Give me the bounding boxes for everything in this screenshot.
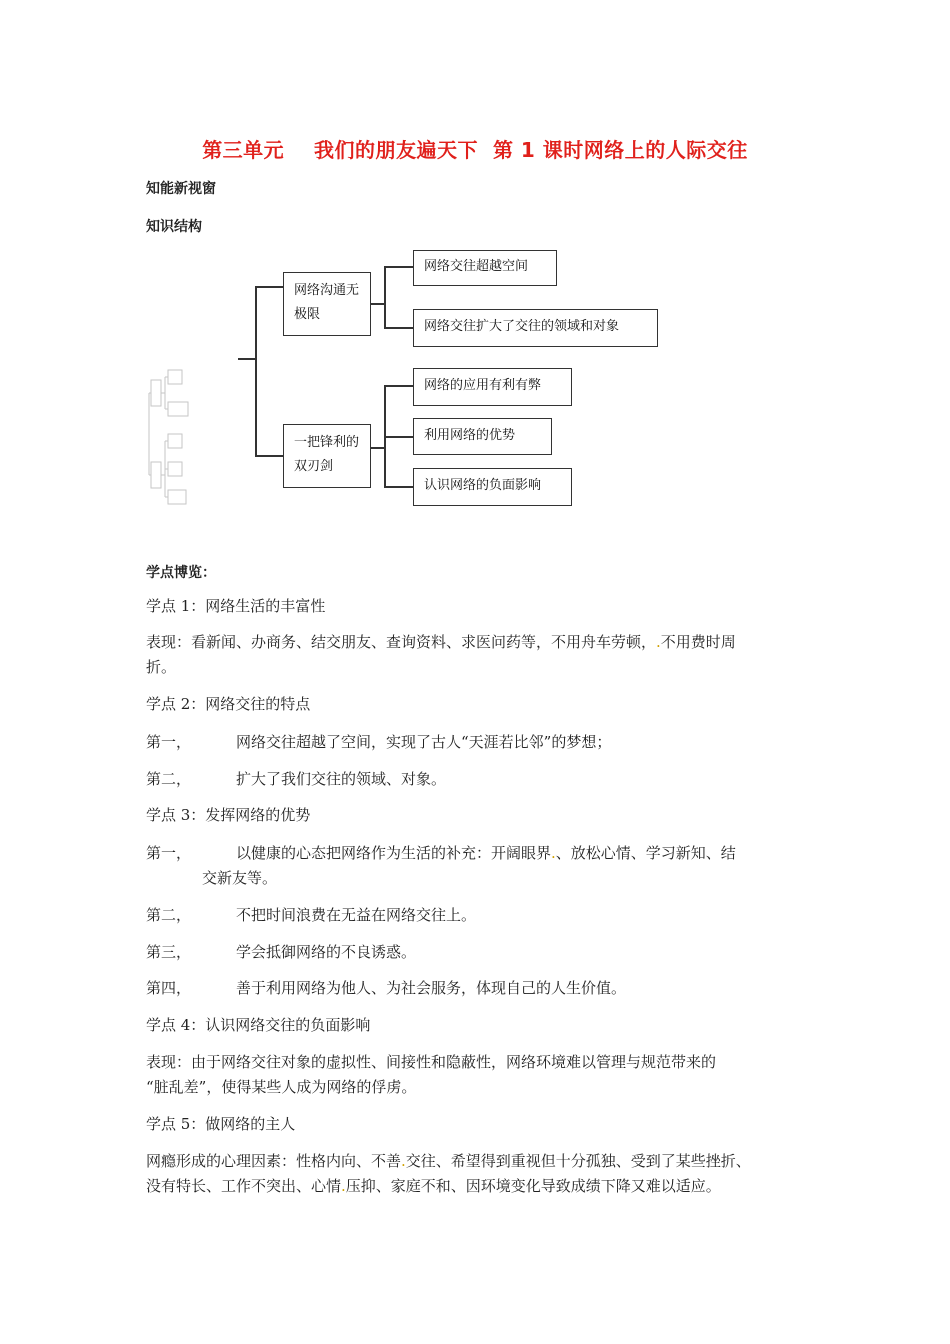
point-2-item-2: 第二， 扩大了我们交往的领域、对象。 <box>146 770 447 788</box>
node-negative-effects: 认识网络的负面影响 <box>413 468 572 506</box>
section-heading-points: 学点博览： <box>146 565 216 581</box>
point-3-item-1: 第一， 以健康的心态把网络作为生活的补充：开阔眼界.、放松心情、学习新知、结 <box>146 844 736 862</box>
point-1-body-cont: 折。 <box>146 658 177 676</box>
point-5-title: 学点 5：做网络的主人 <box>146 1115 296 1133</box>
point-5-body: 网瘾形成的心理因素：性格内向、不善.交往、希望得到重视但十分孤独、受到了某些挫折、 <box>146 1152 751 1170</box>
section-heading-new-window: 知能新视窗 <box>146 181 216 197</box>
point-4-body-cont: “脏乱差”，使得某些人成为网络的俘虏。 <box>146 1078 417 1096</box>
branch-double-edged-sword: 一把锋利的双刃剑 <box>283 424 371 488</box>
point-2-item-1: 第一， 网络交往超越了空间，实现了古人“天涯若比邻”的梦想； <box>146 733 612 751</box>
point-3-item-3: 第三， 学会抵御网络的不良诱惑。 <box>146 943 417 961</box>
point-3-item-4: 第四， 善于利用网络为他人、为社会服务，体现自己的人生价值。 <box>146 979 627 997</box>
point-4-title: 学点 4：认识网络交往的负面影响 <box>146 1016 371 1034</box>
point-1-body: 表现：看新闻、办商务、结交朋友、查询资料、求医问药等，不用舟车劳顿，.不用费时周 <box>146 633 736 651</box>
node-use-advantages: 利用网络的优势 <box>413 418 552 455</box>
node-expand-scope: 网络交往扩大了交往的领域和对象 <box>413 309 658 347</box>
point-1-title: 学点 1：网络生活的丰富性 <box>146 597 326 615</box>
branch-network-communication: 网络沟通无极限 <box>283 272 371 336</box>
point-3-item-1-cont: 交新友等。 <box>202 869 278 887</box>
point-5-body-cont: 没有特长、工作不突出、心情.压抑、家庭不和、因环境变化导致成绩下降又难以适应。 <box>146 1177 721 1195</box>
stray-mark: . <box>656 633 661 651</box>
stray-mark: . <box>401 1152 406 1170</box>
stray-mark: . <box>551 844 556 862</box>
stray-mark: . <box>341 1177 346 1195</box>
point-3-title: 学点 3：发挥网络的优势 <box>146 806 311 824</box>
node-beyond-space: 网络交往超越空间 <box>413 250 557 286</box>
point-3-item-2: 第二， 不把时间浪费在无益在网络交往上。 <box>146 906 477 924</box>
diagram-thumbnail <box>148 366 192 510</box>
page-title: 第三单元 我们的朋友遍天下 第 1 课时网络上的人际交往 <box>202 138 748 162</box>
node-pros-and-cons: 网络的应用有利有弊 <box>413 368 572 406</box>
point-4-body: 表现：由于网络交往对象的虚拟性、间接性和隐蔽性，网络环境难以管理与规范带来的 <box>146 1053 717 1071</box>
section-heading-knowledge-structure: 知识结构 <box>146 219 202 235</box>
point-2-title: 学点 2：网络交往的特点 <box>146 695 311 713</box>
